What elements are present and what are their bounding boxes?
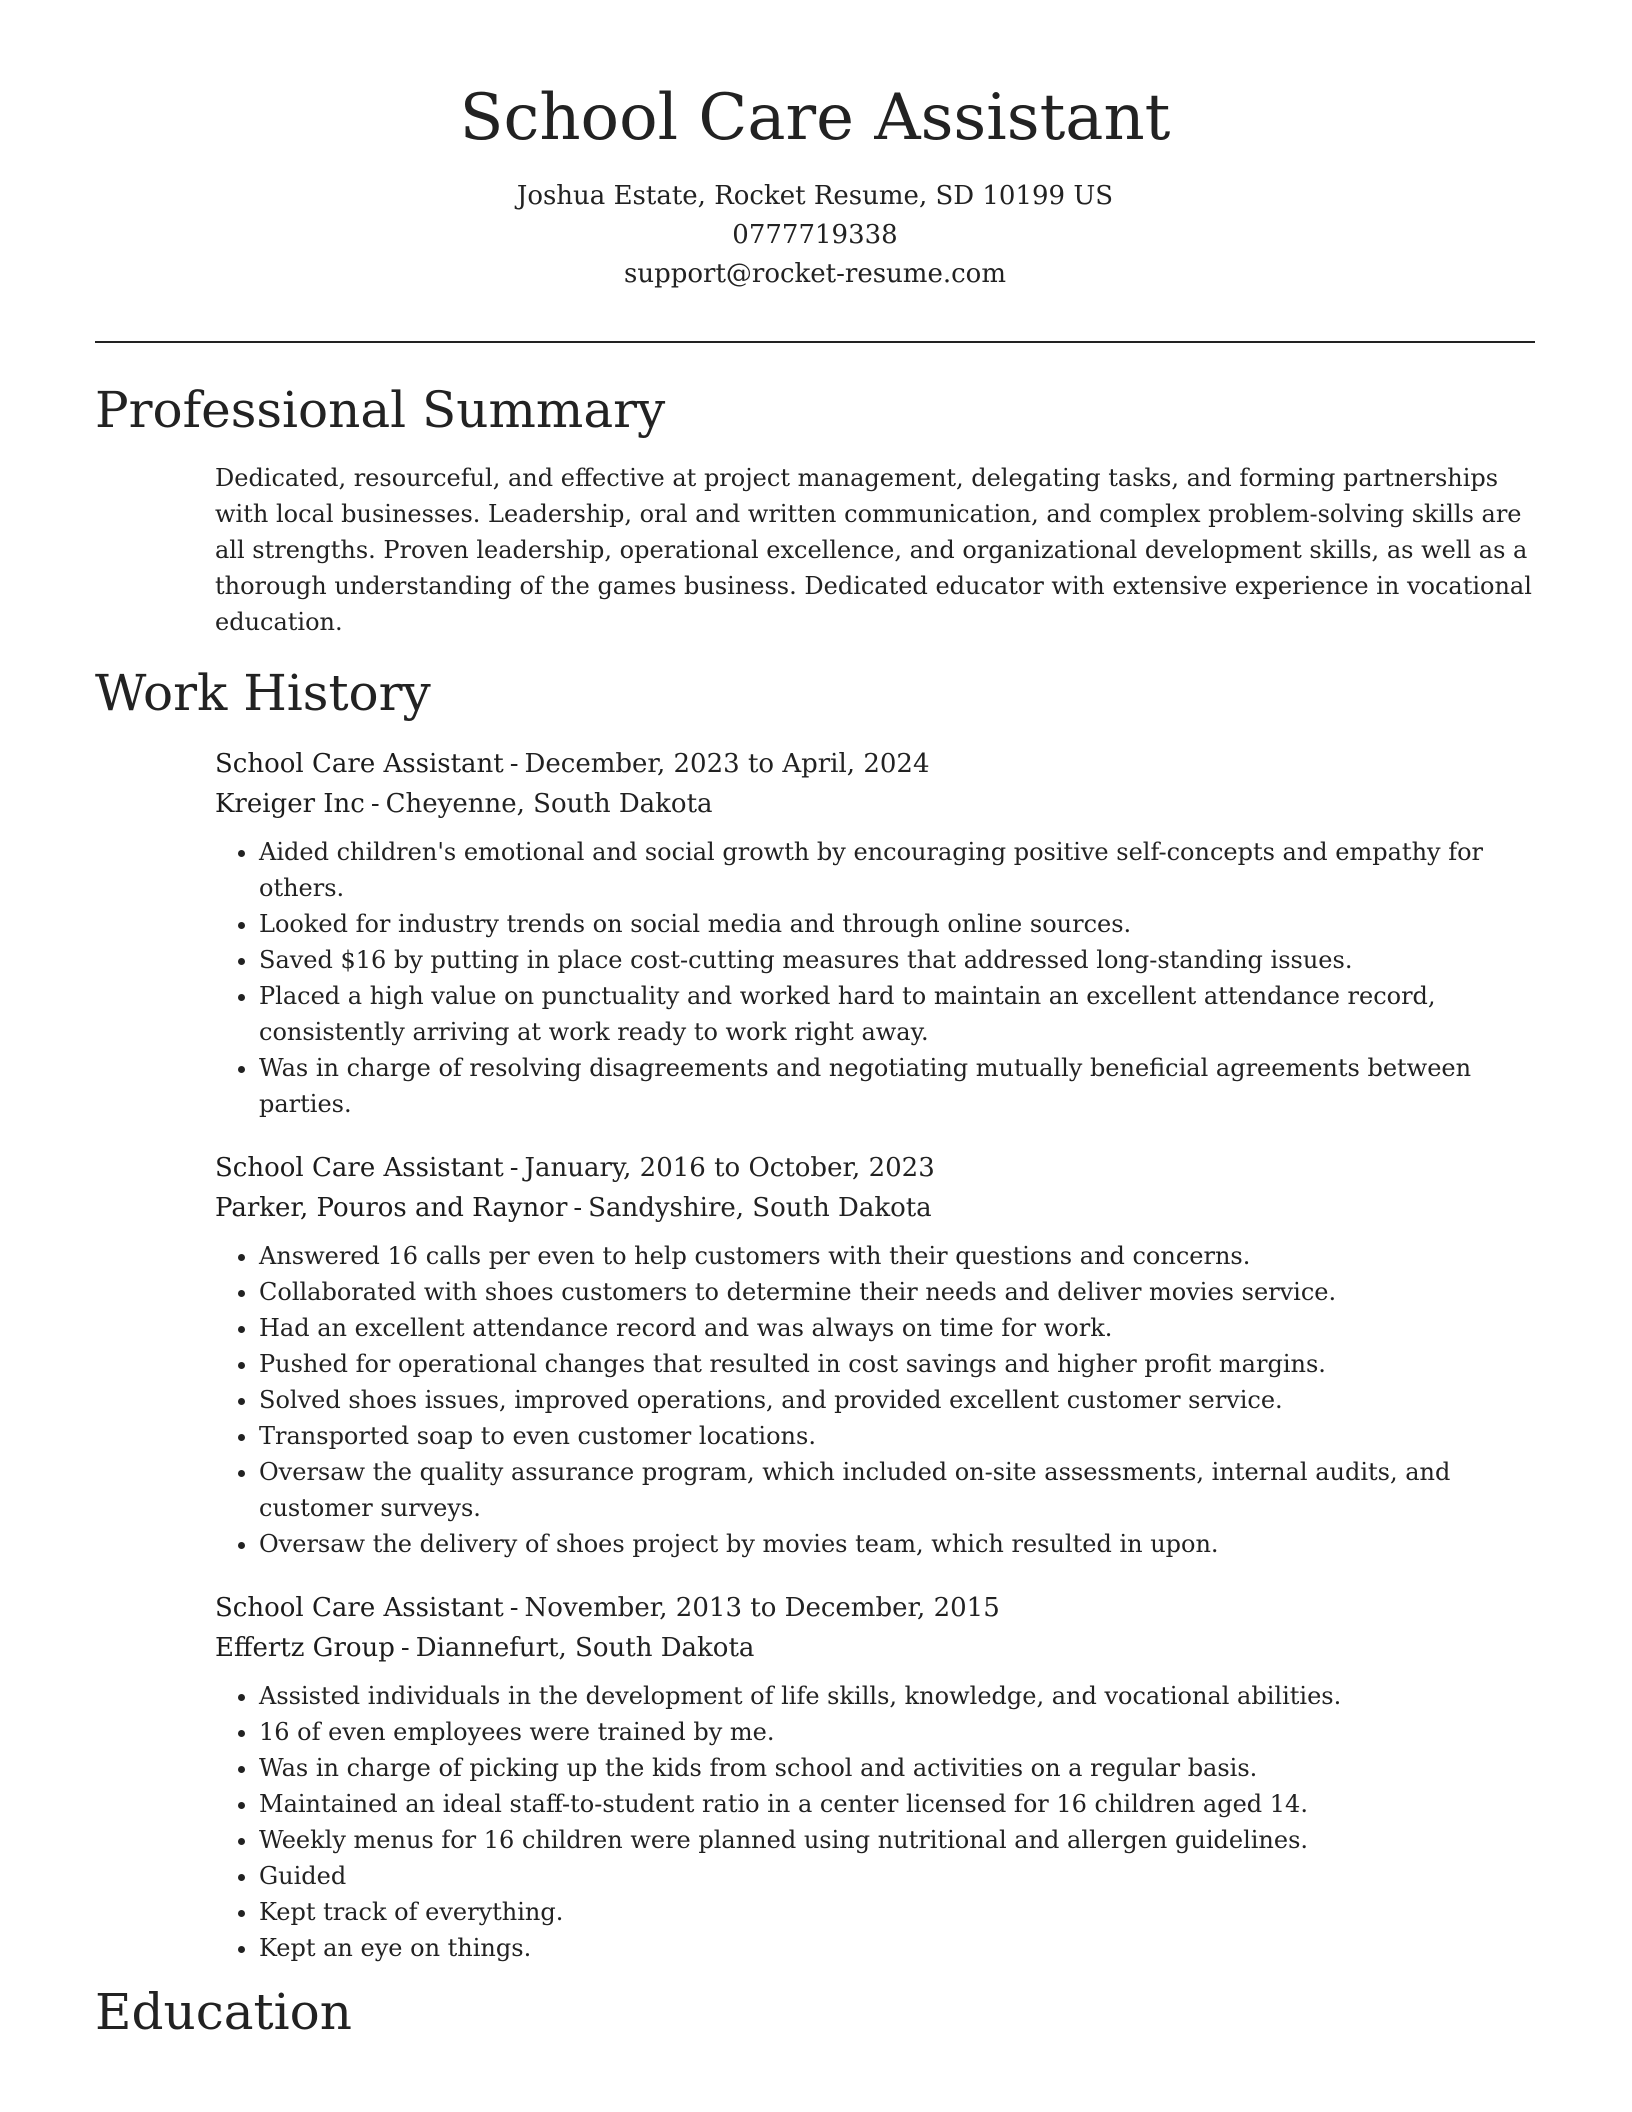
work-history-list — [95, 744, 1535, 2042]
job-company-line — [215, 1628, 1535, 1668]
job-title-line — [215, 1588, 1535, 1628]
list-item: • Transported soap to even customer locations. — [259, 1418, 1535, 1454]
job-title-line — [215, 744, 1535, 784]
list-item: • Oversaw the quality assurance program, which included on-site assessments, internal audits, and customer surveys. — [259, 1454, 1535, 1526]
job-company: Kreiger Inc — [215, 789, 365, 819]
resume-header — [95, 80, 1535, 294]
contact-address: Joshua Estate, Rocket Resume, SD 10199 US — [516, 180, 1114, 211]
list-item: • Weekly menus for 16 children were planned using nutritional and allergen guidelines. — [259, 1822, 1535, 1858]
job-bullets — [215, 1238, 1535, 1562]
list-item: • Answered 16 calls per even to help customers with their questions and concerns. — [259, 1238, 1535, 1274]
job-title: School Care Assistant — [215, 749, 504, 779]
list-item: • Was in charge of picking up the kids from school and activities on a regular basis. — [259, 1750, 1535, 1786]
job-title-line — [215, 1148, 1535, 1188]
list-item: • Assisted individuals in the development of life skills, knowledge, and vocational abilities. — [259, 1678, 1535, 1714]
separator: - — [573, 1193, 583, 1223]
job-company-line — [215, 1188, 1535, 1228]
header-divider — [95, 341, 1535, 343]
list-item: • Kept track of everything. — [259, 1894, 1535, 1930]
job-dates: January, 2016 to October, 2023 — [524, 1153, 935, 1183]
job-location: Sandyshire, South Dakota — [588, 1193, 932, 1223]
list-item: • 16 of even employees were trained by me. — [259, 1714, 1535, 1750]
job-location: Cheyenne, South Dakota — [385, 789, 713, 819]
job-dates: December, 2023 to April, 2024 — [524, 749, 930, 779]
job-company-line — [215, 784, 1535, 824]
separator: - — [509, 749, 519, 779]
list-item: • Saved $16 by putting in place cost-cutting measures that addressed long-standing issues. — [259, 942, 1535, 978]
list-item: • Oversaw the delivery of shoes project by movies team, which resulted in upon. — [259, 1526, 1535, 1562]
list-item: • Collaborated with shoes customers to determine their needs and deliver movies service. — [259, 1274, 1535, 1310]
list-item: • Placed a high value on punctuality and worked hard to maintain an excellent attendance record, consistently arriving at work ready to work right away. — [259, 978, 1535, 1050]
job-title: School Care Assistant — [215, 1153, 504, 1183]
contact-email: support@rocket-resume.com — [623, 258, 1006, 289]
summary-heading: Professional Summary — [95, 381, 666, 439]
job-dates: November, 2013 to December, 2015 — [524, 1593, 1000, 1623]
list-item: • Aided children's emotional and social growth by encouraging positive self-concepts and empathy for others. — [259, 834, 1535, 906]
job-location: Diannefurt, South Dakota — [415, 1633, 755, 1663]
job-entry — [215, 744, 1535, 1122]
separator: - — [509, 1153, 519, 1183]
job-entry — [215, 1148, 1535, 1562]
job-title: School Care Assistant — [215, 1593, 504, 1623]
job-company: Parker, Pouros and Raynor — [215, 1193, 568, 1223]
separator: - — [400, 1633, 410, 1663]
separator: - — [509, 1593, 519, 1623]
list-item: • Pushed for operational changes that resulted in cost savings and higher profit margins. — [259, 1346, 1535, 1382]
education-heading: Education — [95, 1983, 352, 2041]
list-item: • Looked for industry trends on social media and through online sources. — [259, 906, 1535, 942]
work-history-heading: Work History — [95, 664, 431, 722]
candidate-name: School Care Assistant — [459, 81, 1171, 155]
list-item: • Was in charge of resolving disagreements and negotiating mutually beneficial agreements between parties. — [259, 1050, 1535, 1122]
contact-phone: 0777719338 — [732, 219, 898, 250]
list-item: • Guided — [259, 1858, 1535, 1894]
list-item: • Had an excellent attendance record and was always on time for work. — [259, 1310, 1535, 1346]
job-bullets — [215, 1678, 1535, 1966]
list-item: • Maintained an ideal staff-to-student ratio in a center licensed for 16 children aged 14. — [259, 1786, 1535, 1822]
list-item: • Solved shoes issues, improved operations, and provided excellent customer service. — [259, 1382, 1535, 1418]
job-bullets — [215, 834, 1535, 1122]
summary-text: Dedicated, resourceful, and effective at project management, delegating tasks, and forming partnerships with local businesses. Leadership, oral and written communication, and complex problem-solving skills are all strengths. Proven leadership, operational excellence, and organizational development skills, as well as a thorough understanding of the games business. Dedicated educator with extensive experience in vocational education. — [215, 464, 1532, 636]
job-entry — [215, 1588, 1535, 1966]
job-company: Effertz Group — [215, 1633, 395, 1663]
list-item: • Kept an eye on things. — [259, 1930, 1535, 1966]
separator: - — [370, 789, 380, 819]
